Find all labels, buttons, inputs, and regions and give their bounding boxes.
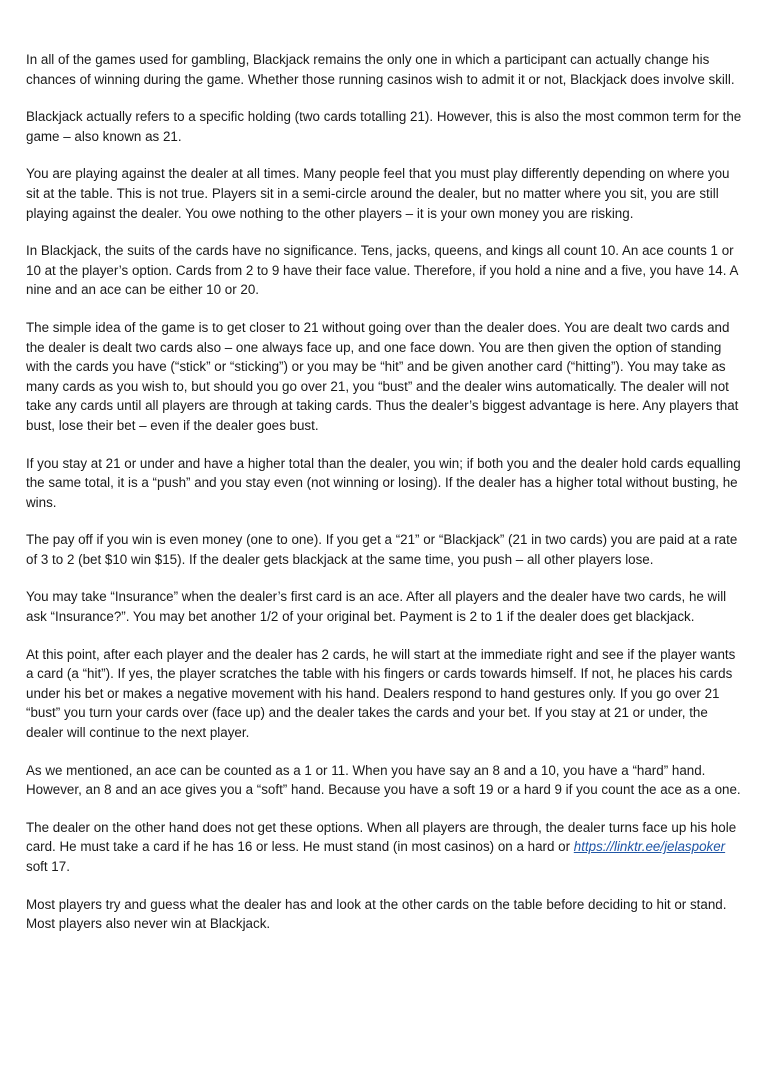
paragraph-insurance: You may take “Insurance” when the dealer’s first card is an ace. After all players and the dealer have two cards, he will ask “Insurance?”. You may bet another 1/2 of your original bet. Payment is 2 to 1 if the dealer does get blackjack. [26,589,727,625]
paragraph-payoff: The pay off if you win is even money (one to one). If you get a “21” or “Blackjack” (21 in two cards) you are paid at a rate of 3 to 2 (bet $10 win $15). If the dealer gets blackjack at the same time, you push – all other players lose. [26,532,738,567]
dealer-rules-text-after: soft 17. [26,859,70,874]
paragraph-dealer-rules [26,818,744,877]
paragraph-closing: Most players try and guess what the dealer has and look at the other cards on the table before deciding to hit or stand. Most players also never win at Blackjack. [26,896,727,932]
paragraph-card-values: In Blackjack, the suits of the cards have no significance. Tens, jacks, queens, and kings all count 10. An ace counts 1 or 10 at the player’s option. Cards from 2 to 9 have their face value. Therefore, if you hold a nine and a five, you have 14. A nine and an ace can be either 10 or 20. [26,243,738,298]
paragraph-winning: If you stay at 21 or under and have a higher total than the dealer, you win; if both you and the dealer hold cards equalling the same total, it is a “push” and you stay even (not winning or losing). If the dealer has a higher total without busting, he wins. [26,455,741,510]
paragraph-ace-soft-hard: As we mentioned, an ace can be counted as a 1 or 11. When you have say an 8 and a 10, you have a “hard” hand. However, an 8 and an ace gives you a “soft” hand. Because you have a soft 19 or a hard 9 if you count the ace as a one. [26,762,741,798]
poker-link[interactable]: https://linktr.ee/jelaspoker [573,839,726,855]
paragraph-hand-gestures: At this point, after each player and the dealer has 2 cards, he will start at the immediate right and see if the player wants a card (a “hit”). If yes, the player scratches the table with his fingers or cards towards himself. If not, he places his cards under his bet or makes a negative movement with his hand. Dealers respond to hand gestures only. If you go over 21 “bust” you turn your cards over (face up) and the dealer takes the cards and your bet. If you stay at 21 or under, the dealer will continue to the next player. [26,646,736,741]
paragraph-definition: Blackjack actually refers to a specific holding (two cards totalling 21). However, this is also the most common term for the game – also known as 21. [26,109,742,144]
paragraph-game-idea: The simple idea of the game is to get closer to 21 without going over than the dealer does. You are dealt two cards and the dealer is dealt two cards also – one always face up, and one face down. You are then given the option of standing with the cards you have (“stick” or “sticking”) or you may be “hit” and be given another card (“hitting”). You may take as many cards as you wish to, but should you go over 21, you “bust” and the dealer wins automatically. The dealer will not take any cards until all players are through at taking cards. Thus the dealer’s biggest advantage is here. Any players that bust, lose their bet – even if the dealer goes bust. [26,319,739,433]
paragraph-intro: In all of the games used for gambling, Blackjack remains the only one in which a participant can actually change his chances of winning during the game. Whether those running casinos wish to admit it or not, Blackjack does involve skill. [26,52,735,87]
dealer-rules-text-before: The dealer on the other hand does not get these options. When all players are through, the dealer turns face up his hole card. He must take a card if he has 16 or less. He must stand (in most casinos) on a hard or [26,819,737,855]
paragraph-dealer-position: You are playing against the dealer at all times. Many people feel that you must play differently depending on where you sit at the table. This is not true. Players sit in a semi-circle around the dealer, but no matter where you sit, you are still playing against the dealer. You owe nothing to the other players – it is your own money you are risking. [26,166,730,221]
